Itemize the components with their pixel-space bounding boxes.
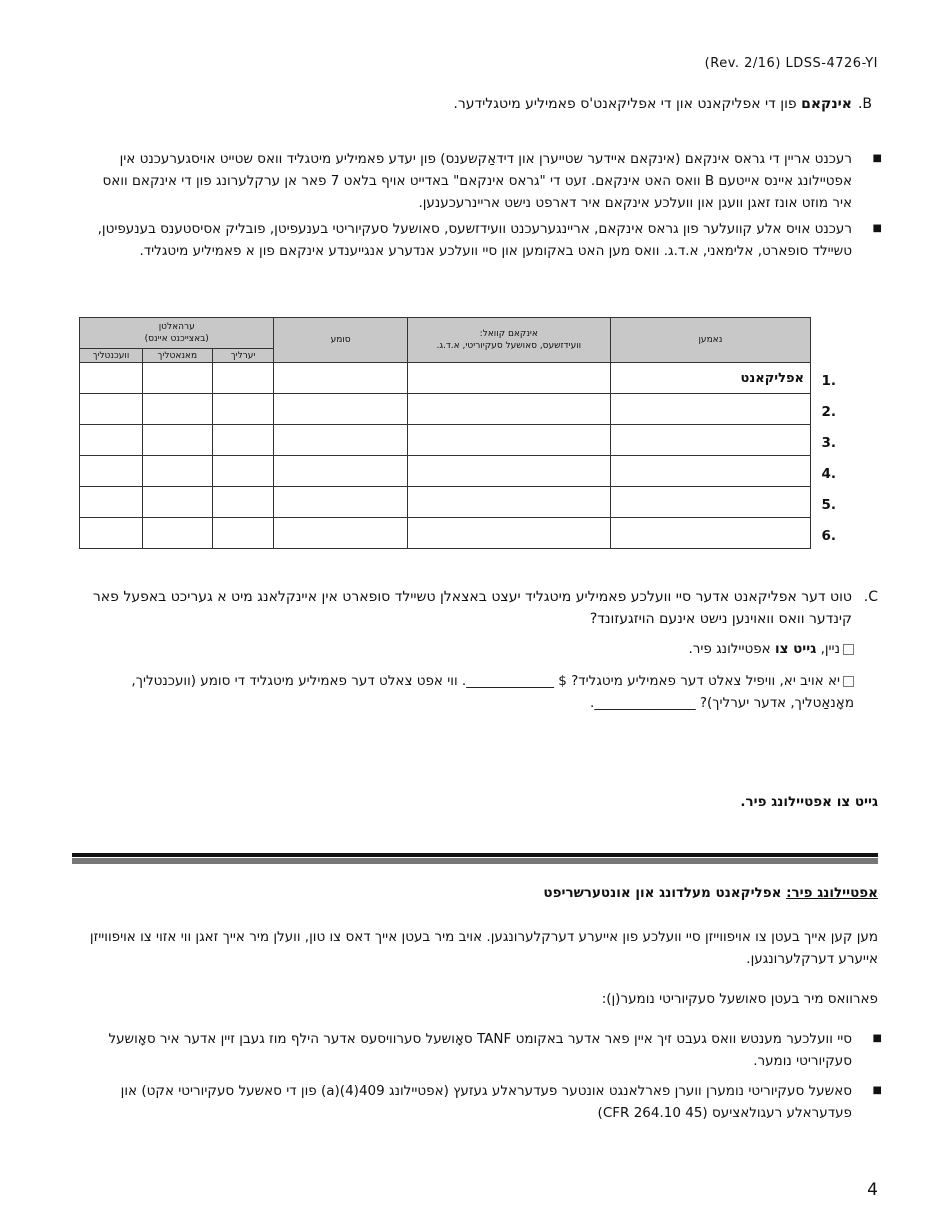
amount-cell[interactable] (274, 518, 407, 549)
col-yearly: יערליך (212, 349, 274, 363)
weekly-cell[interactable] (80, 363, 143, 394)
col-amount: סומע (274, 318, 407, 363)
monthly-cell[interactable] (142, 487, 212, 518)
amount-cell[interactable] (274, 487, 407, 518)
part-four-bullet-1: ■ סיי וועלכער מענטש וואס געבט זיך איין פאר אדער באקומט TANF סאָושעל סערוויסעס אדער הילף מוז געבן זיין אדער איר סאָושעל סעקיוריטי נומער. (82, 1028, 852, 1072)
page-number: 4 (867, 1180, 878, 1200)
source-cell[interactable] (407, 425, 610, 456)
checkbox-no[interactable] (843, 644, 854, 655)
weekly-cell[interactable] (80, 456, 143, 487)
yearly-cell[interactable] (212, 518, 274, 549)
applicant-name-cell[interactable]: אפליקאנט (610, 363, 810, 394)
monthly-cell[interactable] (142, 518, 212, 549)
amount-cell[interactable] (274, 425, 407, 456)
source-cell[interactable] (407, 518, 610, 549)
col-source: אינקאם קוואל: וועידזשעס, סאושעל סעקיוריטי, א.ד.ג. (407, 318, 610, 363)
weekly-cell[interactable] (80, 394, 143, 425)
col-weekly: וועכנטליך (80, 349, 143, 363)
table-row (80, 394, 811, 425)
yearly-cell[interactable] (212, 425, 274, 456)
row-number: 4. (821, 466, 836, 482)
bullet-icon: ■ (872, 223, 882, 234)
section-c-question: C. טוט דער אפליקאנט אדער סיי וועלכע פאמיליע מיטגליד יעצט באצאלן טשיילד סופארט אין איינקלאנג מיט א געריכט באפעל פאר קינדער וואס וואוינען נישט אינעם הויזגעזונד? (68, 586, 878, 630)
col-monthly: מאנאטליך (142, 349, 212, 363)
section-b-letter: B. (857, 96, 873, 112)
part-four-title: אפטיילונג פיר: אפליקאנט מעלדונג און אונטערשריפט (543, 885, 878, 901)
option-no: ניין, גייט צו אפטיילונג פיר. (74, 638, 854, 660)
amount-cell[interactable] (274, 363, 407, 394)
bullet-icon: ■ (872, 153, 882, 164)
section-b-title-rest: פון די אפליקאנט און די אפליקאנט'ס פאמיליע מיטגלידער. (453, 96, 802, 112)
amount-cell[interactable] (274, 456, 407, 487)
yearly-cell[interactable] (212, 363, 274, 394)
source-cell[interactable] (407, 363, 610, 394)
income-table (79, 317, 811, 549)
name-cell[interactable] (610, 518, 810, 549)
monthly-cell[interactable] (142, 363, 212, 394)
option-yes: יא אויב יא, וויפיל צאלט דער פאמיליע מיטגליד? $ _____________. ווי אפט צאלט דער פאמיליע מיטגליד די סומע (וועכנטליך, מאָנאַטליך, אדער יערליך)? _______________. (131, 673, 854, 711)
checkbox-yes[interactable] (843, 676, 854, 687)
bullet-icon: ■ (872, 1085, 882, 1096)
name-cell[interactable] (610, 425, 810, 456)
row-number: 3. (821, 435, 836, 451)
table-row (80, 487, 811, 518)
yearly-cell[interactable] (212, 394, 274, 425)
section-b-title (68, 96, 878, 112)
name-cell[interactable] (610, 487, 810, 518)
row-number: 5. (821, 497, 836, 513)
monthly-cell[interactable] (142, 425, 212, 456)
section-b-bullet-2: ■ רעכנט אויס אלע קוועלער פון גראס אינקאם, אריינגערעכנט וועידזשעס, סאושעל סעקיוריטי בענעפיטן, פובליק אסיסטענס בענעפיטן, טשיילד סופארט, אלימאני, א.ד.ג. וואס מען האט באקומען און סיי וועלכע אנדערע אנגייענדע אינקאם פון א פאמיליע מיטגליד. (82, 218, 852, 262)
part-four-para-2: פארוואס מיר בעטן סאושעל סעקיוריטי נומער(ן): (601, 991, 878, 1007)
weekly-cell[interactable] (80, 487, 143, 518)
part-four-para-1: מען קען אייך בעטן צו אויפווייזן סיי וועלכע פון אייערע דערקלערונגען. אויב מיר בעטן אייך דאס צו טון, וועלן מיר אייך זאגן ווי אזוי צו אויפווייזן אייערע דערקלערונגען. (89, 929, 878, 967)
col-name: נאמען (610, 318, 810, 363)
part-four-bullet-2: ■ סאשעל סעקיוריטי נומערן ווערן פארלאנגט אונטער פעדעראלע געזעץ (אפטיילונג 409(4)(a) פון די סאשעל סעקיוריטי אקט) און פעדעראלע רעגולאציעס (45 CFR 264.10) (82, 1080, 852, 1124)
source-cell[interactable] (407, 394, 610, 425)
section-b-bullet-1: ■ רעכנט אריין די גראס אינקאם (אינקאם איידער שטייערן און דידאַקשענס) פון יעדע פאמיליע מיטגליד וואס שטייט אויסגערעכנט אין אפטיילונג איינס אייטעם B וואס האט אינקאם. זעט די "גראס אינקאם" באדייט אויף בלאט 7 פאר אן ערקלערונג פון די אינקאם וואס איר מוזט אונז זאגן וועגן און וועלכע אינקאם איר דארפט נישט אריינרעכענען. (82, 148, 852, 214)
source-cell[interactable] (407, 487, 610, 518)
section-divider (72, 853, 878, 857)
yearly-cell[interactable] (212, 487, 274, 518)
section-divider-shadow (72, 858, 878, 864)
row-number: 1. (821, 373, 836, 389)
source-cell[interactable] (407, 456, 610, 487)
section-c-letter: C. (863, 589, 878, 605)
name-cell[interactable] (610, 394, 810, 425)
monthly-cell[interactable] (142, 394, 212, 425)
form-id: (Rev. 2/16) LDSS-4726-YI (704, 56, 878, 71)
monthly-cell[interactable] (142, 456, 212, 487)
weekly-cell[interactable] (80, 518, 143, 549)
col-frequency: ערהאלטן (באצייכנט איינס) (80, 318, 274, 349)
table-row (80, 456, 811, 487)
table-row (80, 363, 811, 394)
amount-cell[interactable] (274, 394, 407, 425)
table-row (80, 518, 811, 549)
section-b-title-bold: אינקאם (801, 96, 852, 112)
name-cell[interactable] (610, 456, 810, 487)
bullet-icon: ■ (872, 1033, 882, 1044)
goto-part-four: גייט צו אפטיילונג פיר. (740, 794, 878, 810)
row-number: 2. (821, 404, 836, 420)
row-number: 6. (821, 528, 836, 544)
yearly-cell[interactable] (212, 456, 274, 487)
table-row (80, 425, 811, 456)
weekly-cell[interactable] (80, 425, 143, 456)
